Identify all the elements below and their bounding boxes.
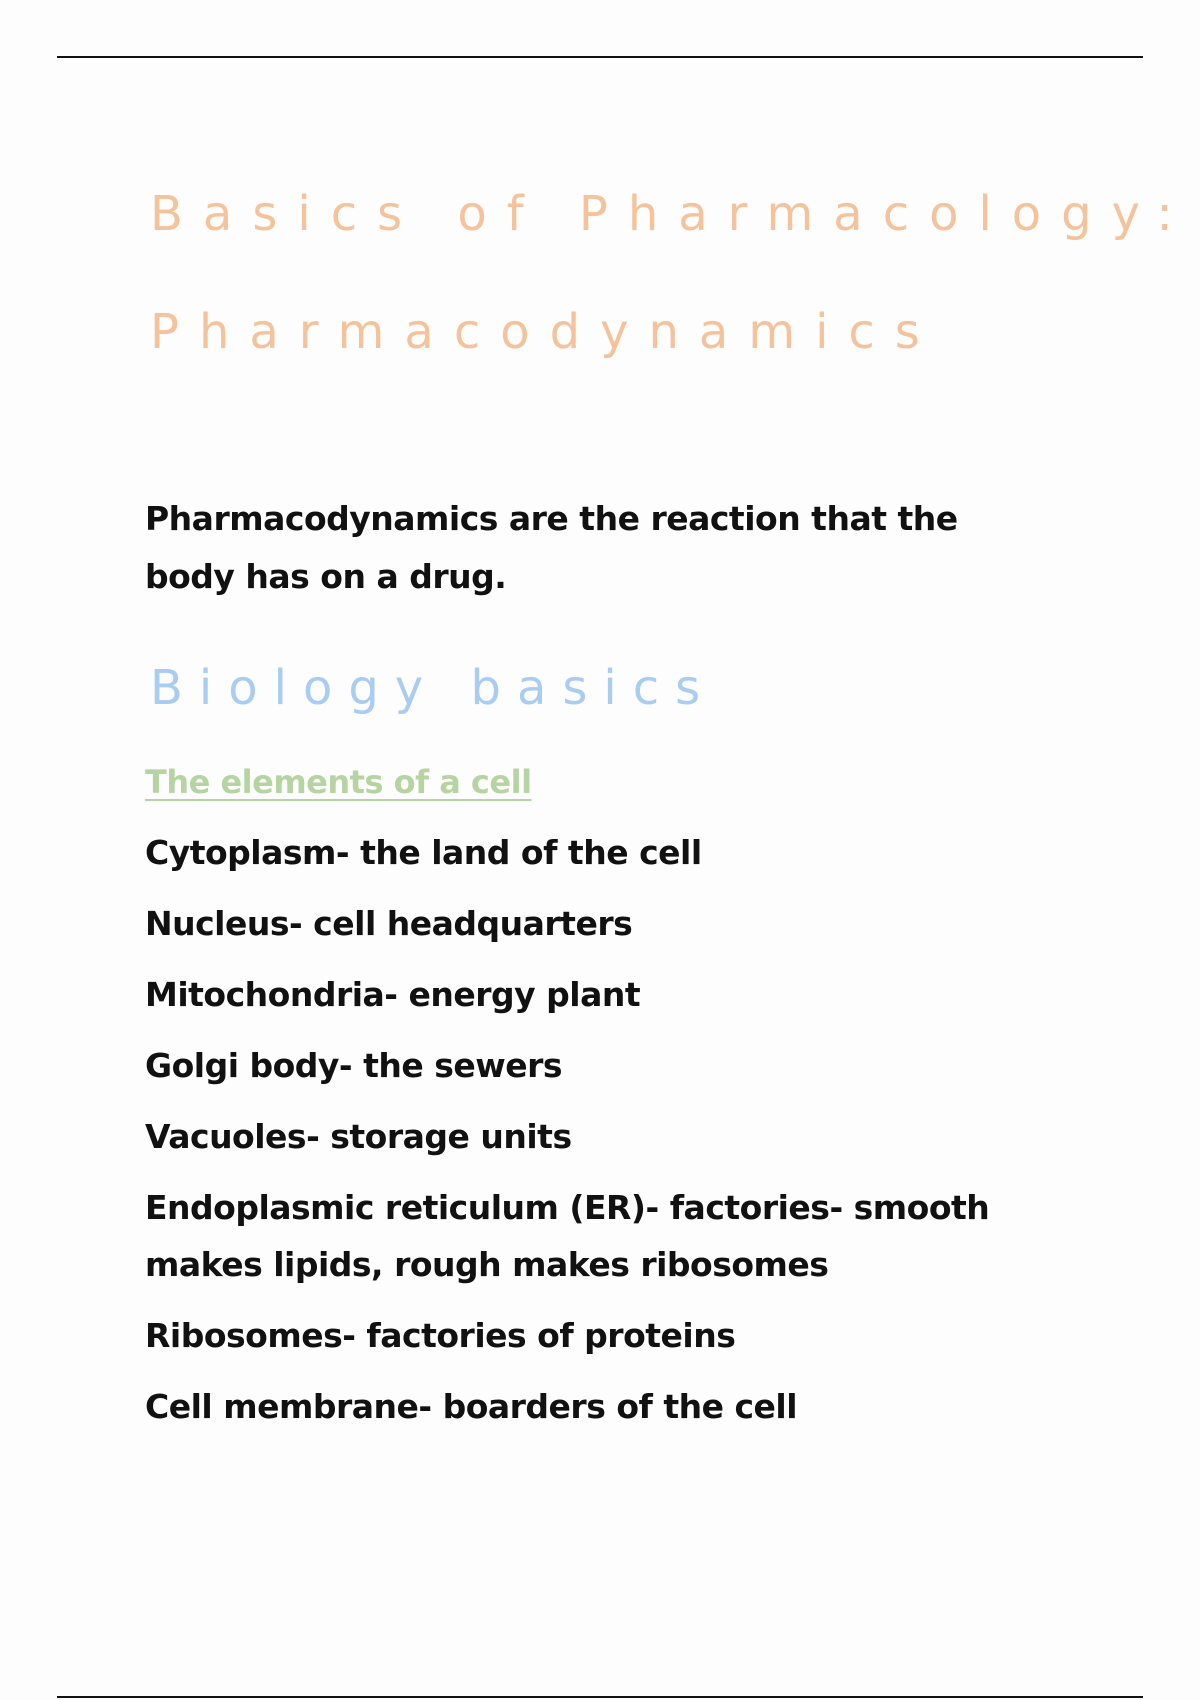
- list-item: Golgi body- the sewers: [145, 1046, 563, 1085]
- list-item: Endoplasmic reticulum (ER)- factories- smooth makes lipids, rough makes ribosomes: [145, 1188, 990, 1284]
- list-item: Cytoplasm- the land of the cell: [145, 833, 702, 872]
- list-item: Nucleus- cell headquarters: [145, 904, 633, 943]
- section-heading: Biology basics: [150, 660, 717, 716]
- intro-paragraph: Pharmacodynamics are the reaction that the body has on a drug.: [145, 499, 958, 596]
- subheading: The elements of a cell: [145, 763, 532, 801]
- list-item: Cell membrane- boarders of the cell: [145, 1387, 798, 1426]
- cell-elements-list: [145, 824, 1045, 1449]
- list-item: Vacuoles- storage units: [145, 1117, 572, 1156]
- list-item: Ribosomes- factories of proteins: [145, 1316, 736, 1355]
- list-item: Mitochondria- energy plant: [145, 975, 641, 1014]
- title-line-1: Basics of Pharmacology:: [150, 186, 1193, 242]
- title-line-2: Pharmacodynamics: [150, 304, 940, 360]
- top-rule: [57, 56, 1143, 58]
- bottom-rule: [57, 1696, 1143, 1698]
